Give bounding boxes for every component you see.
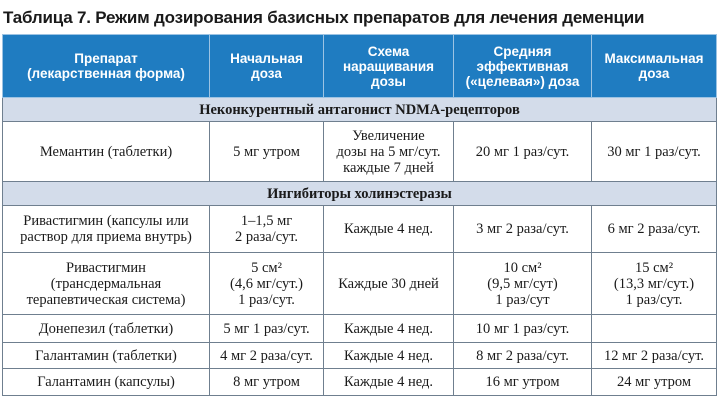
section-heading: Неконкурентный антагонист NDMA-рецепторов [3, 98, 717, 122]
cell-line: Каждые 30 дней [338, 275, 439, 292]
cell-line: Увеличение [352, 127, 425, 144]
drug-cell [3, 253, 210, 315]
cell-line: 6 мг 2 раза/сут. [607, 221, 701, 237]
header-line: Средняя [493, 43, 552, 59]
header-line: Начальная [230, 51, 303, 66]
cell-line: 5 мг утром [233, 143, 300, 160]
titration-cell [324, 315, 454, 343]
table-row [3, 343, 717, 369]
cell-line: 8 мг 2 раза/сут. [476, 347, 569, 364]
cell-line: Ривастигмин [66, 259, 146, 276]
max-dose-cell [592, 206, 717, 253]
start-dose-cell [210, 343, 324, 369]
cell-line: Ривастигмин (капсулы или [23, 213, 189, 229]
cell-line: (13,3 мг/сут.) [613, 275, 695, 292]
start-dose-cell [210, 369, 324, 396]
header-line: (лекарственная форма) [27, 66, 185, 81]
target-dose-cell [454, 315, 592, 343]
cell-line: 5 мг 1 раз/сут. [223, 320, 310, 337]
header-line: эффективная [476, 58, 569, 74]
header-line: Схема [367, 43, 410, 59]
cell-line: 8 мг утром [233, 374, 300, 390]
cell-line: Каждые 4 нед. [344, 374, 433, 390]
cell-line: 15 см² [634, 259, 674, 276]
header-line: («целевая») доза [465, 73, 580, 89]
header-line: Максимальная [604, 51, 704, 66]
cell-line: Галантамин (капсулы) [37, 374, 175, 390]
cell-line: раствор для приема внутрь) [20, 229, 192, 245]
cell-line: 20 мг 1 раз/сут. [475, 143, 570, 160]
table-row [3, 253, 717, 315]
cell-line: 4 мг 2 раза/сут. [220, 347, 313, 364]
max-dose-cell [592, 253, 717, 315]
cell-line: Каждые 4 нед. [344, 347, 433, 364]
cell-line: 1 раз/сут. [625, 291, 683, 308]
header-row [3, 35, 717, 98]
table-title: Таблица 7. Режим дозирования базисных препаратов для лечения деменции [3, 8, 645, 27]
section-row [3, 98, 717, 122]
max-dose-cell [592, 122, 717, 182]
drug-cell [3, 206, 210, 253]
cell-line: 16 мг утром [485, 374, 560, 390]
drug-cell [3, 343, 210, 369]
titration-cell [324, 343, 454, 369]
target-dose-cell [454, 206, 592, 253]
header-line: Препарат [74, 51, 138, 66]
cell-line: дозы на 5 мг/сут. [336, 143, 441, 160]
header-drug [3, 35, 210, 98]
drug-cell [3, 369, 210, 396]
table-row [3, 315, 717, 343]
drug-cell [3, 122, 210, 182]
target-dose-cell [454, 369, 592, 396]
max-dose-cell [592, 369, 717, 396]
start-dose-cell [210, 253, 324, 315]
cell-line: 1 раз/сут. [238, 291, 295, 308]
section-row [3, 182, 717, 206]
cell-line: 1–1,5 мг [240, 213, 293, 229]
cell-line: 24 мг утром [616, 374, 692, 390]
cell-line: (трансдермальная [50, 275, 162, 292]
target-dose-cell [454, 343, 592, 369]
max-dose-cell [592, 315, 717, 343]
table-row [3, 122, 717, 182]
cell-line: (4,6 мг/сут.) [230, 275, 303, 292]
cell-line: Донепезил (таблетки) [38, 320, 174, 337]
drug-cell [3, 315, 210, 343]
cell-line: 10 см² [503, 259, 542, 276]
target-dose-cell [454, 122, 592, 182]
titration-cell [324, 253, 454, 315]
header-line: доза [251, 66, 282, 81]
header-target-dose [454, 35, 592, 98]
cell-line: 12 мг 2 раза/сут. [604, 347, 704, 364]
table-row [3, 206, 717, 253]
header-line: наращивания [342, 58, 435, 74]
cell-line: 3 мг 2 раза/сут. [476, 221, 569, 237]
cell-line: 10 мг 1 раз/сут. [475, 320, 570, 337]
cell-line: 1 раз/сут [495, 291, 550, 308]
cell-line: Каждые 4 нед. [344, 221, 433, 237]
cell-line: каждые 7 дней [343, 159, 434, 176]
header-max-dose [592, 35, 717, 98]
start-dose-cell [210, 206, 324, 253]
cell-line: Мемантин (таблетки) [39, 143, 173, 160]
cell-line: терапевтическая система) [26, 291, 186, 308]
titration-cell [324, 122, 454, 182]
table-row [3, 369, 717, 396]
titration-cell [324, 369, 454, 396]
cell-line: (9,5 мг/сут) [487, 275, 558, 292]
start-dose-cell [210, 122, 324, 182]
target-dose-cell [454, 253, 592, 315]
cell-line: 2 раза/сут. [234, 229, 299, 245]
max-dose-cell [592, 343, 717, 369]
start-dose-cell [210, 315, 324, 343]
header-titration [324, 35, 454, 98]
cell-line: 5 см² [251, 259, 282, 276]
cell-line: Галантамин (таблетки) [35, 347, 177, 364]
header-line: дозы [371, 73, 406, 89]
section-heading: Ингибиторы холинэстеразы [3, 182, 717, 206]
header-line: доза [638, 66, 670, 81]
titration-cell [324, 206, 454, 253]
dosing-table [2, 34, 717, 396]
header-start-dose [210, 35, 324, 98]
cell-line: 30 мг 1 раз/сут. [607, 143, 701, 160]
cell-line: Каждые 4 нед. [344, 320, 433, 337]
